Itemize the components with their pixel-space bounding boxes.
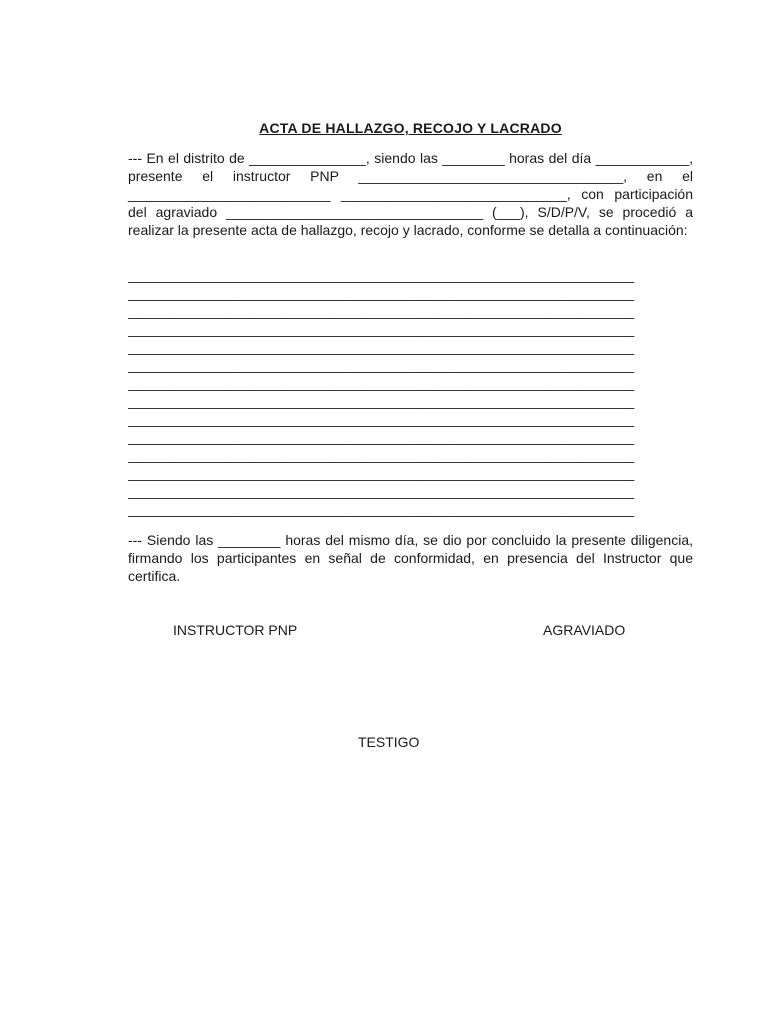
blank-lines-block	[128, 266, 693, 518]
document-title: ACTA DE HALLAZGO, RECOJO Y LACRADO	[259, 120, 562, 136]
signature-instructor: INSTRUCTOR PNP	[173, 622, 298, 638]
blank-line: _________________________________________________________________	[128, 501, 635, 517]
blank-line: _________________________________________________________________	[128, 321, 635, 337]
blank-line: _________________________________________________________________	[128, 483, 635, 499]
closing-paragraph: --- Siendo las ________ horas del mismo día, se dio por concluido la presente diligencia, firmando los participantes en señal de conformidad, en presencia del Instructor que certifica.	[128, 532, 693, 584]
blank-line: _________________________________________________________________	[128, 267, 635, 283]
opening-paragraph: --- En el distrito de _______________, siendo las ________ horas del día ____________, presente el instructor PNP __________________________________, en el __________________________ _____________________________, con participación del agraviado _________________________________ (___), S/D/P/V, se procedió a realizar la presente acta de hallazgo, recojo y lacrado, conforme se detalla a continuación:	[128, 150, 693, 238]
blank-line: _________________________________________________________________	[128, 339, 635, 355]
blank-line: _________________________________________________________________	[128, 411, 635, 427]
blank-line: _________________________________________________________________	[128, 447, 635, 463]
signature-agraviado: AGRAVIADO	[543, 622, 626, 638]
blank-line: _________________________________________________________________	[128, 285, 635, 301]
signature-testigo: TESTIGO	[358, 734, 420, 750]
blank-line: _________________________________________________________________	[128, 393, 635, 409]
blank-line: _________________________________________________________________	[128, 429, 635, 445]
blank-line: _________________________________________________________________	[128, 303, 635, 319]
blank-line: _________________________________________________________________	[128, 465, 635, 481]
blank-line: _________________________________________________________________	[128, 357, 635, 373]
blank-line: _________________________________________________________________	[128, 375, 635, 391]
